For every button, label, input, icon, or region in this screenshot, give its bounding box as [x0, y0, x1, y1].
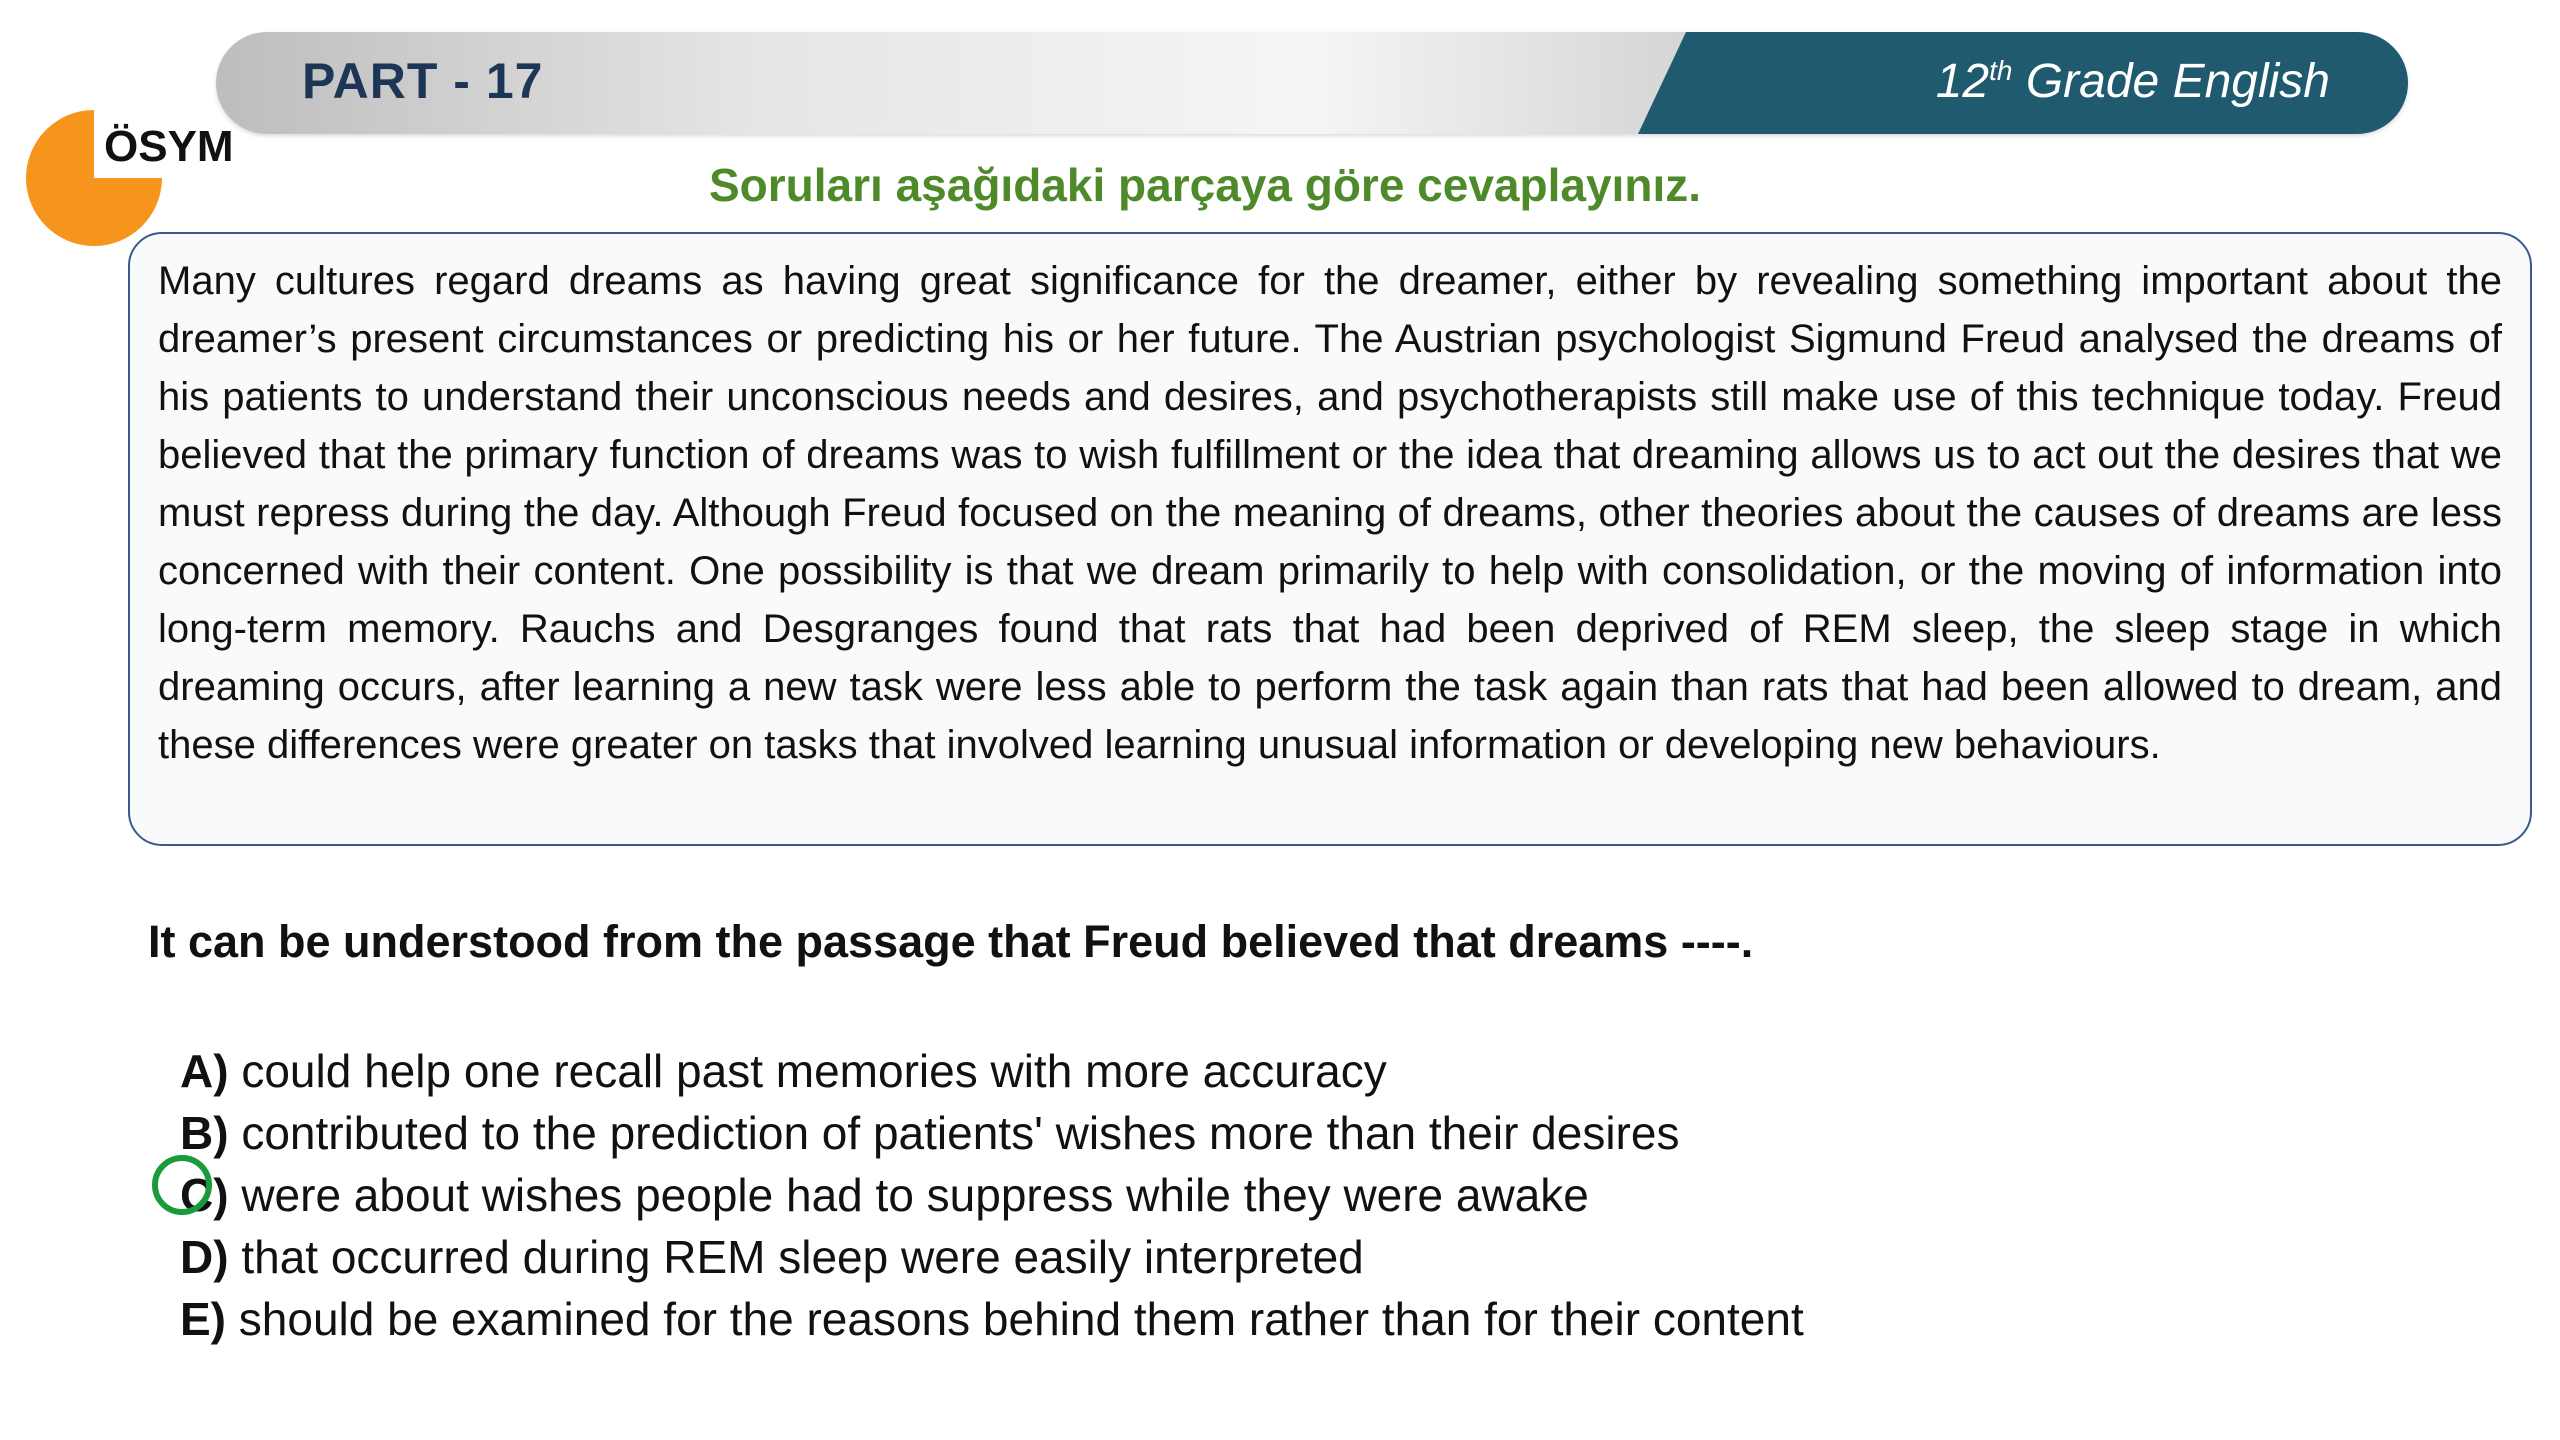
option-letter: D) [180, 1231, 229, 1283]
option-text: that occurred during REM sleep were easily interpreted [228, 1231, 1364, 1283]
header-banner [216, 32, 2408, 134]
option-text: should be examined for the reasons behind them rather than for their content [226, 1293, 1804, 1345]
option-letter: C) [180, 1169, 229, 1221]
option-d[interactable] [180, 1226, 1804, 1288]
option-c[interactable] [180, 1164, 1804, 1226]
option-b[interactable] [180, 1102, 1804, 1164]
passage-box [128, 232, 2532, 846]
instruction-text: Soruları aşağıdaki parçaya göre cevaplayınız. [708, 159, 1702, 211]
option-text: contributed to the prediction of patients' wishes more than their desires [228, 1107, 1680, 1159]
grade-number: 12 [1935, 55, 1990, 108]
grade-superscript: th [1989, 55, 2013, 86]
option-letter: E) [180, 1293, 226, 1345]
option-a[interactable] [180, 1040, 1804, 1102]
option-letter: B) [180, 1107, 229, 1159]
correct-answer-circle-icon [152, 1155, 212, 1215]
option-text: could help one recall past memories with more accuracy [228, 1045, 1387, 1097]
osym-logo-text: ÖSYM [104, 122, 234, 171]
part-title: PART - 17 [302, 53, 544, 109]
answer-options [180, 1040, 1804, 1350]
passage-text: Many cultures regard dreams as having great significance for the dreamer, either by revealing something important about the dreamer’s present circumstances or predicting his or her future. The Austrian psychologist Sigmund Freud analysed the dreams of his patients to understand their unconscious needs and desires, and psychotherapists still make use of this technique today. Freud believed that the primary function of dreams was to wish fulfillment or the idea that dreaming allows us to act out the desires that we must repress during the day. Although Freud focused on the meaning of dreams, other theories about the causes of dreams are less concerned with their content. One possibility is that we dream primarily to help with consolidation, or the moving of information into long-term memory. Rauchs and Desgranges found that rats that had been deprived of REM sleep, the sleep stage in which dreaming occurs, after learning a new task were less able to perform the task again than rats that had been allowed to dream, and these differences were greater on tasks that involved learning unusual information or developing new behaviours. [158, 259, 2502, 767]
option-text: were about wishes people had to suppress while they were awake [228, 1169, 1589, 1221]
grade-subject: Grade English [2012, 55, 2330, 108]
option-e[interactable] [180, 1288, 1804, 1350]
question-text: It can be understood from the passage that Freud believed that dreams ----. [148, 916, 1754, 967]
option-letter: A) [180, 1045, 229, 1097]
grade-title [1936, 54, 2330, 109]
